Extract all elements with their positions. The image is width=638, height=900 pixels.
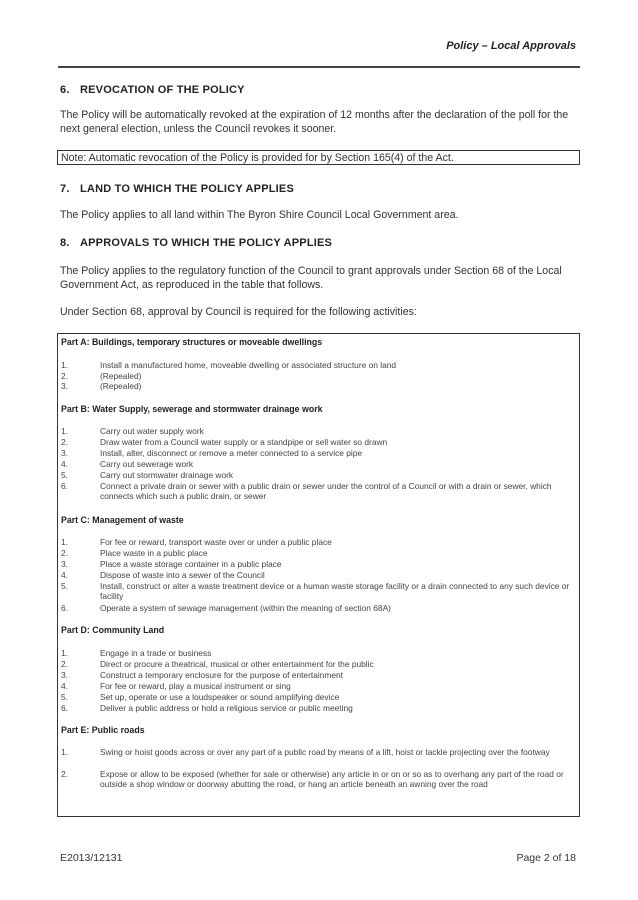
section-6-title: REVOCATION OF THE POLICY [80, 84, 245, 96]
part-c-title: Part C: Management of waste [61, 515, 184, 525]
section-6-body: The Policy will be automatically revoked at the expiration of 12 months after the declaration of the poll for the next general election, unless the Council revokes it sooner. [60, 109, 569, 135]
table-row: 4. Carry out sewerage work [61, 459, 194, 469]
header-title: Policy – Local Approvals [446, 40, 576, 52]
table-row: 1. Swing or hoist goods across or over any part of a public road by means of a lift, hoist or tackle projecting over the footway [61, 747, 550, 757]
table-row: 5. Carry out stormwater drainage work [61, 470, 234, 480]
table-row: 3. Install, alter, disconnect or remove a meter connected to a service pipe [61, 448, 363, 458]
table-row: 3. (Repealed) [61, 381, 142, 391]
section-6-heading [60, 84, 245, 96]
table-row: 1. Install a manufactured home, moveable dwelling or associated structure on land [61, 360, 397, 370]
table-row: 4. For fee or reward, play a musical instrument or sing [61, 681, 291, 691]
section-8-body-2: Under Section 68, approval by Council is required for the following activities: [60, 306, 417, 318]
footer-doc-id: E2013/12131 [60, 852, 123, 864]
table-row: 2. Draw water from a Council water supply or a standpipe or sell water so drawn [61, 437, 388, 447]
footer-page-number: Page 2 of 18 [516, 852, 576, 864]
section-6-number: 6. [60, 84, 70, 96]
table-row: 3. Construct a temporary enclosure for the purpose of entertainment [61, 670, 344, 680]
table-row: 2. Expose or allow to be exposed (whether for sale or otherwise) any article in or on or so as to overhang any part of the road or outside a shop window or doorway abutting the road, or hang an article beneath an awning over the road [61, 769, 564, 790]
table-row: 2. (Repealed) [61, 371, 142, 381]
section-8-number: 8. [60, 237, 70, 249]
part-a-title: Part A: Buildings, temporary structures or moveable dwellings [61, 337, 323, 347]
section-7-heading [60, 183, 294, 195]
section-8-title: APPROVALS TO WHICH THE POLICY APPLIES [80, 237, 333, 249]
table-row: 1. Engage in a trade or business [61, 648, 212, 658]
part-b-title: Part B: Water Supply, sewerage and stormwater drainage work [61, 404, 323, 414]
table-row: 5. Set up, operate or use a loudspeaker or sound amplifying device [61, 692, 340, 702]
table-row: 2. Direct or procure a theatrical, musical or other entertainment for the public [61, 659, 374, 669]
activities-table [57, 333, 580, 817]
table-row: 6. Operate a system of sewage management (within the meaning of section 68A) [61, 603, 391, 613]
table-row: 4. Dispose of waste into a sewer of the Council [61, 570, 265, 580]
section-7-number: 7. [60, 183, 70, 195]
section-8-heading [60, 237, 332, 249]
section-7-title: LAND TO WHICH THE POLICY APPLIES [80, 183, 294, 195]
part-e-title: Part E: Public roads [61, 725, 145, 735]
section-8-body-1: The Policy applies to the regulatory function of the Council to grant approvals under Section 68 of the Local Government Act, as reproduced in the table that follows. [60, 265, 562, 291]
table-row: 6. Connect a private drain or sewer with a public drain or sewer under the control of a Council or with a drain or sewer, which connects which such a public drain, or sewer [61, 481, 552, 502]
section-7-body: The Policy applies to all land within The Byron Shire Council Local Government area. [60, 209, 459, 221]
note-box: Note: Automatic revocation of the Policy is provided for by Section 165(4) of the Act. [57, 150, 580, 165]
table-row: 6. Deliver a public address or hold a religious service or public meeting [61, 703, 353, 713]
table-row: 1. Carry out water supply work [61, 426, 204, 436]
table-row: 2. Place waste in a public place [61, 548, 208, 558]
part-d-title: Part D: Community Land [61, 625, 165, 635]
header-rule [58, 66, 580, 68]
table-row: 1. For fee or reward, transport waste over or under a public place [61, 537, 332, 547]
table-row: 3. Place a waste storage container in a public place [61, 559, 282, 569]
table-row: 5. Install, construct or alter a waste treatment device or a human waste storage facility or a drain connected to any such device or facility [61, 581, 570, 602]
